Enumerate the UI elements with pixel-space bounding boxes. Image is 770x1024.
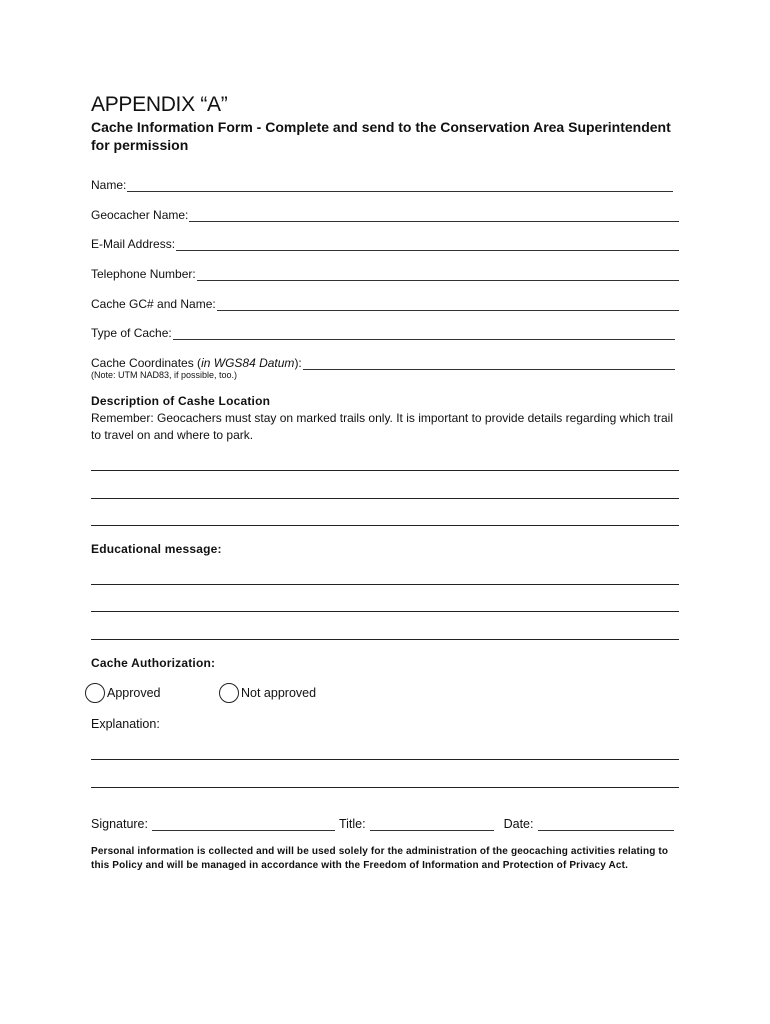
cache-type-label: Type of Cache: [91, 326, 172, 340]
cache-gc-field[interactable] [91, 295, 679, 311]
description-line-1[interactable] [91, 470, 679, 471]
educational-line-2[interactable] [91, 611, 679, 612]
approved-option[interactable] [85, 683, 161, 703]
name-label: Name: [91, 178, 127, 192]
educational-heading: Educational message: [91, 542, 222, 556]
signature-blank[interactable] [152, 818, 335, 831]
description-line-2[interactable] [91, 498, 679, 499]
description-heading: Description of Cashe Location [91, 394, 271, 408]
approved-label: Approved [107, 686, 161, 700]
not-approved-option[interactable] [219, 683, 316, 703]
not-approved-radio[interactable] [219, 683, 239, 703]
title-blank[interactable] [370, 818, 494, 831]
cache-type-blank[interactable] [173, 328, 675, 340]
approved-radio[interactable] [85, 683, 105, 703]
cache-gc-label: Cache GC# and Name: [91, 297, 216, 311]
signature-label: Signature: [91, 817, 148, 831]
explanation-line-1[interactable] [91, 759, 679, 760]
description-line-3[interactable] [91, 525, 679, 526]
title-label: Title: [338, 817, 366, 831]
coordinates-blank[interactable] [303, 358, 675, 370]
explanation-label: Explanation: [91, 717, 160, 731]
name-field[interactable] [91, 176, 679, 192]
educational-line-3[interactable] [91, 639, 679, 640]
signature-row [91, 817, 681, 831]
telephone-field[interactable] [91, 265, 679, 281]
coordinates-label-prefix: Cache Coordinates ( [91, 356, 202, 370]
coordinates-label-datum: in WGS84 Datum [201, 356, 295, 370]
cache-gc-blank[interactable] [217, 299, 679, 311]
page-title: APPENDIX “A” [91, 93, 228, 116]
cache-type-field[interactable] [91, 324, 679, 340]
date-blank[interactable] [538, 818, 674, 831]
name-blank[interactable] [127, 180, 673, 192]
geocacher-name-blank[interactable] [189, 210, 679, 222]
date-label: Date: [503, 817, 534, 831]
email-blank[interactable] [176, 239, 679, 251]
description-text: Remember: Geocachers must stay on marked trails only. It is important to provide details regarding which trail to travel on and where to park. [91, 411, 674, 442]
coordinates-note: (Note: UTM NAD83, if possible, too.) [91, 370, 238, 380]
form-subtitle: Cache Information Form - Complete and send to the Conservation Area Superintendent for permission [91, 119, 671, 153]
authorization-heading: Cache Authorization: [91, 656, 216, 670]
geocacher-name-label: Geocacher Name: [91, 208, 189, 222]
telephone-label: Telephone Number: [91, 267, 196, 281]
privacy-notice: Personal information is collected and will be used solely for the administration of the geocaching activities relating to this Policy and will be managed in accordance with the Freedom of Information and Protection of Privacy Act. [91, 846, 669, 871]
coordinates-label-suffix: ): [294, 356, 302, 370]
explanation-line-2[interactable] [91, 787, 679, 788]
geocacher-name-field[interactable] [91, 206, 679, 222]
educational-line-1[interactable] [91, 584, 679, 585]
coordinates-field[interactable] [91, 354, 679, 370]
coordinates-label [91, 356, 302, 370]
email-field[interactable] [91, 235, 679, 251]
email-label: E-Mail Address: [91, 237, 176, 251]
not-approved-label: Not approved [241, 686, 317, 700]
telephone-blank[interactable] [197, 269, 679, 281]
